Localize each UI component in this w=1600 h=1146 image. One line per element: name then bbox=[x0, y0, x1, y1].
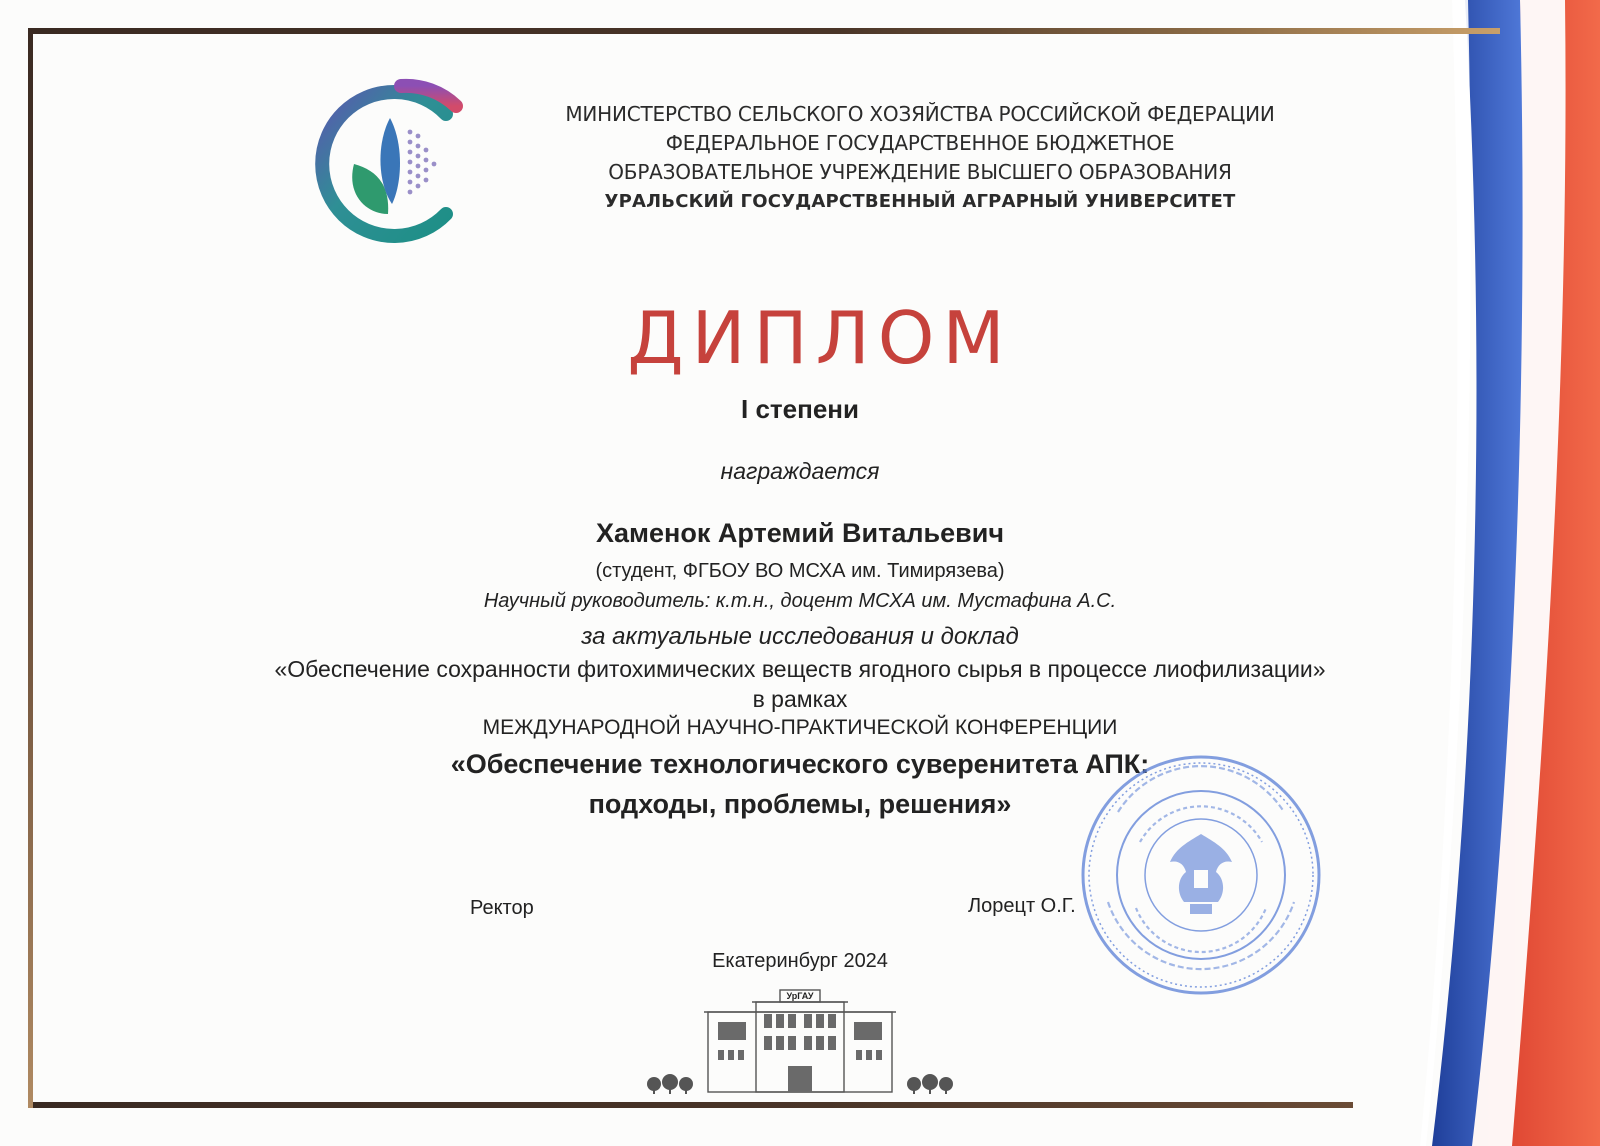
within-text: в рамках bbox=[752, 686, 848, 712]
institution-line-1: ФЕДЕРАЛЬНОЕ ГОСУДАРСТВЕННОЕ БЮДЖЕТНОЕ bbox=[665, 131, 1175, 155]
rector-name: Лорецт О.Г. bbox=[968, 895, 1076, 917]
recipient-name: Хаменок Артемий Витальевич bbox=[596, 518, 1004, 548]
conference-name-line-2: подходы, проблемы, решения» bbox=[588, 789, 1012, 819]
award-reason: за актуальные исследования и доклад bbox=[581, 623, 1019, 650]
supervisor-text: Научный руководитель: к.т.н., доцент МСХА им. Мустафина А.С. bbox=[483, 590, 1117, 612]
institution-header bbox=[520, 100, 1320, 217]
city-year: Екатеринбург 2024 bbox=[712, 950, 888, 972]
frame-top-border bbox=[28, 28, 1500, 34]
diploma-degree: I степени bbox=[741, 394, 859, 424]
university-building-icon bbox=[640, 988, 960, 1096]
official-seal-icon bbox=[1078, 752, 1324, 998]
conference-type: МЕЖДУНАРОДНОЙ НАУЧНО-ПРАКТИЧЕСКОЙ КОНФЕРЕНЦИИ bbox=[482, 716, 1118, 739]
building-label: УрГАУ bbox=[786, 991, 814, 1001]
institution-line-2: ОБРАЗОВАТЕЛЬНОЕ УЧРЕЖДЕНИЕ ВЫСШЕГО ОБРАЗОВАНИЯ bbox=[608, 160, 1232, 184]
university-logo-icon bbox=[306, 74, 476, 254]
report-title: «Обеспечение сохранности фитохимических веществ ягодного сырья в процессе лиофилизации» bbox=[274, 656, 1326, 682]
recipient-status: (студент, ФГБОУ ВО МСХА им. Тимирязева) bbox=[595, 560, 1005, 582]
frame-left-border bbox=[28, 28, 33, 1108]
conference-name-line-1: «Обеспечение технологического суверенитета АПК: bbox=[450, 749, 1150, 779]
frame-bottom-border bbox=[33, 1102, 1353, 1108]
awarded-text: награждается bbox=[720, 458, 880, 484]
rector-label: Ректор bbox=[470, 897, 534, 919]
diploma-title: ДИПЛОМ bbox=[627, 296, 1013, 380]
ministry-line: МИНИСТЕРСТВО СЕЛЬСКОГО ХОЗЯЙСТВА РОССИЙСКОЙ ФЕДЕРАЦИИ bbox=[565, 102, 1275, 126]
university-name: УРАЛЬСКИЙ ГОСУДАРСТВЕННЫЙ АГРАРНЫЙ УНИВЕРСИТЕТ bbox=[604, 191, 1236, 212]
